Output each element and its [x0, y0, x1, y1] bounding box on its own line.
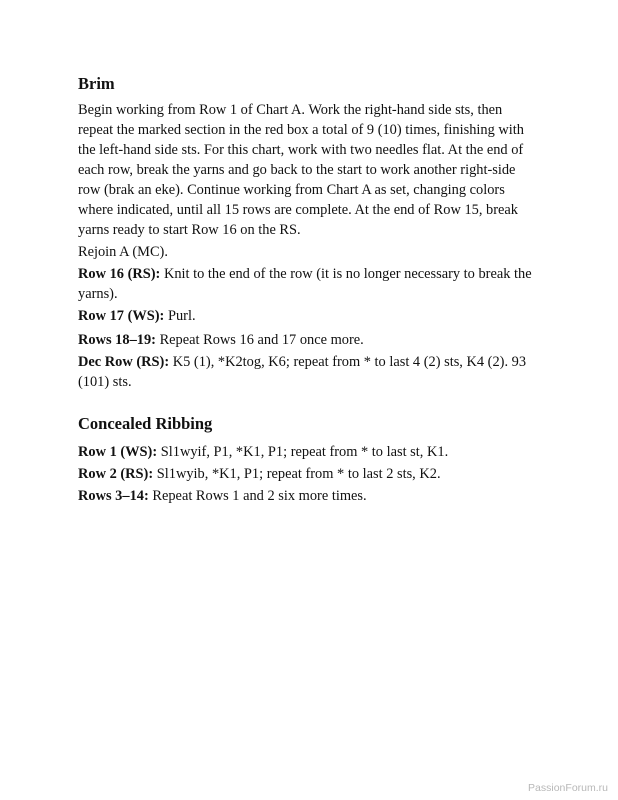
watermark: PassionForum.ru: [528, 782, 608, 794]
row-text: Sl1wyib, *K1, P1; repeat from * to last 2 sts, K2.: [156, 466, 441, 482]
row-label: Dec Row (RS):: [78, 354, 170, 370]
row-label: Row 1 (WS):: [78, 444, 158, 460]
row-text: Repeat Rows 1 and 2 six more times.: [152, 488, 367, 504]
instruction-dec-row: [78, 352, 540, 392]
instruction-row-16: [78, 264, 540, 304]
instruction-ribbing-row-2: [78, 464, 540, 484]
row-text: K5 (1), *K2tog, K6; repeat from * to last 4 (2) sts, K4 (2). 93 (101) sts.: [78, 354, 527, 390]
row-label: Rows 18–19:: [78, 332, 156, 348]
row-label: Row 17 (WS):: [78, 308, 165, 324]
brim-intro-paragraph: Begin working from Row 1 of Chart A. Work the right-hand side sts, then repeat the marked section in the red box a total of 9 (10) times, finishing with the left-hand side sts. For this chart, work with two needles flat. At the end of each row, break the yarns and go back to the start to work another right-side row (brak an eke). Continue working from Chart A as set, changing colors where indicated, until all 15 rows are complete. At the end of Row 15, break yarns ready to start Row 16 on the RS.: [78, 102, 524, 238]
row-text: Purl.: [167, 308, 196, 324]
rejoin-paragraph: Rejoin A (MC).: [78, 244, 168, 260]
instruction-rows-18-19: [78, 330, 540, 350]
row-text: Sl1wyif, P1, *K1, P1; repeat from * to last st, K1.: [160, 444, 449, 460]
row-text: Repeat Rows 16 and 17 once more.: [159, 332, 364, 348]
concealed-ribbing-heading: Concealed Ribbing: [78, 414, 213, 433]
row-text: Knit to the end of the row (it is no longer necessary to break the yarns).: [78, 266, 532, 302]
row-label: Row 2 (RS):: [78, 466, 154, 482]
instruction-row-17: [78, 306, 540, 326]
instruction-ribbing-row-1: [78, 442, 540, 462]
row-label: Row 16 (RS):: [78, 266, 161, 282]
instruction-ribbing-rows-3-14: [78, 486, 540, 506]
row-label: Rows 3–14:: [78, 488, 149, 504]
brim-heading: Brim: [78, 74, 115, 93]
